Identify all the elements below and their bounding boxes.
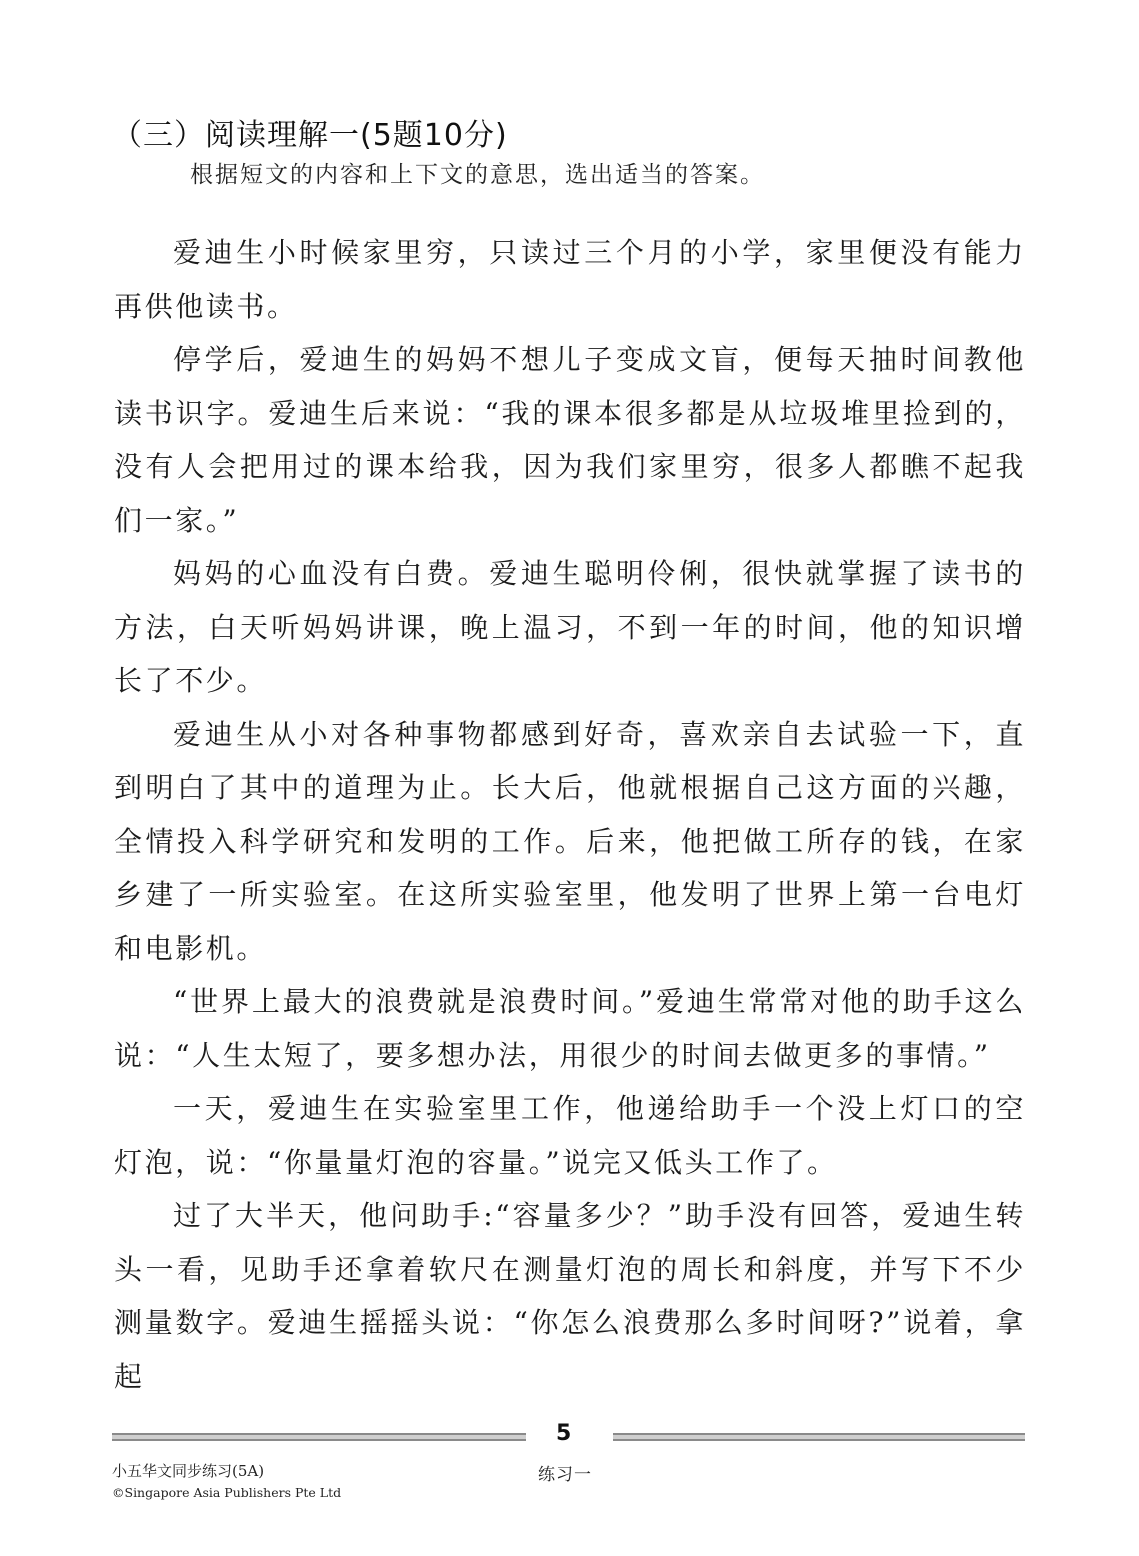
footer-rule-right xyxy=(613,1433,1025,1441)
passage-paragraph: 爱迪生从小对各种事物都感到好奇，喜欢亲自去试验一下，直到明白了其中的道理为止。长大后，他就根据自己这方面的兴趣，全情投入科学研究和发明的工作。后来，他把做工所存的钱，在家乡建了一所实验室。在这所实验室里，他发明了世界上第一台电灯和电影机。 xyxy=(114,717,1026,965)
passage-paragraph: 一天，爱迪生在实验室里工作，他递给助手一个没上灯口的空灯泡，说：“你量量灯泡的容量。”说完又低头工作了。 xyxy=(114,1092,1026,1179)
passage-paragraph: 过了大半天，他问助手:“容量多少？”助手没有回答，爱迪生转头一看，见助手还拿着软尺在测量灯泡的周长和斜度，并写下不少测量数字。爱迪生摇摇头说：“你怎么浪费那么多时间呀?”说着，拿起 xyxy=(114,1199,1026,1393)
footer-rule-left xyxy=(112,1433,526,1441)
reading-passage xyxy=(114,226,1026,1403)
footer-book-title: 小五华文同步练习(5A) xyxy=(112,1462,265,1480)
section-heading: （三）阅读理解一(5题10分) xyxy=(112,118,508,153)
footer-exercise-label: 练习一 xyxy=(538,1465,592,1485)
instruction-text: 根据短文的内容和上下文的意思，选出适当的答案。 xyxy=(190,162,765,188)
passage-paragraph: 爱迪生小时候家里穷，只读过三个月的小学，家里便没有能力再供他读书。 xyxy=(114,236,1026,323)
passage-paragraph: 停学后，爱迪生的妈妈不想儿子变成文盲，便每天抽时间教他读书识字。爱迪生后来说：“我的课本很多都是从垃圾堆里捡到的，没有人会把用过的课本给我，因为我们家里穷，很多人都瞧不起我们一家。” xyxy=(114,343,1026,537)
page-number: 5 xyxy=(556,1421,572,1446)
passage-paragraph: “世界上最大的浪费就是浪费时间。”爱迪生常常对他的助手这么说：“人生太短了，要多想办法，用很少的时间去做更多的事情。” xyxy=(114,985,1026,1072)
footer-copyright: ©Singapore Asia Publishers Pte Ltd xyxy=(112,1485,342,1500)
passage-paragraph: 妈妈的心血没有白费。爱迪生聪明伶俐，很快就掌握了读书的方法，白天听妈妈讲课，晚上温习，不到一年的时间，他的知识增长了不少。 xyxy=(114,557,1026,697)
